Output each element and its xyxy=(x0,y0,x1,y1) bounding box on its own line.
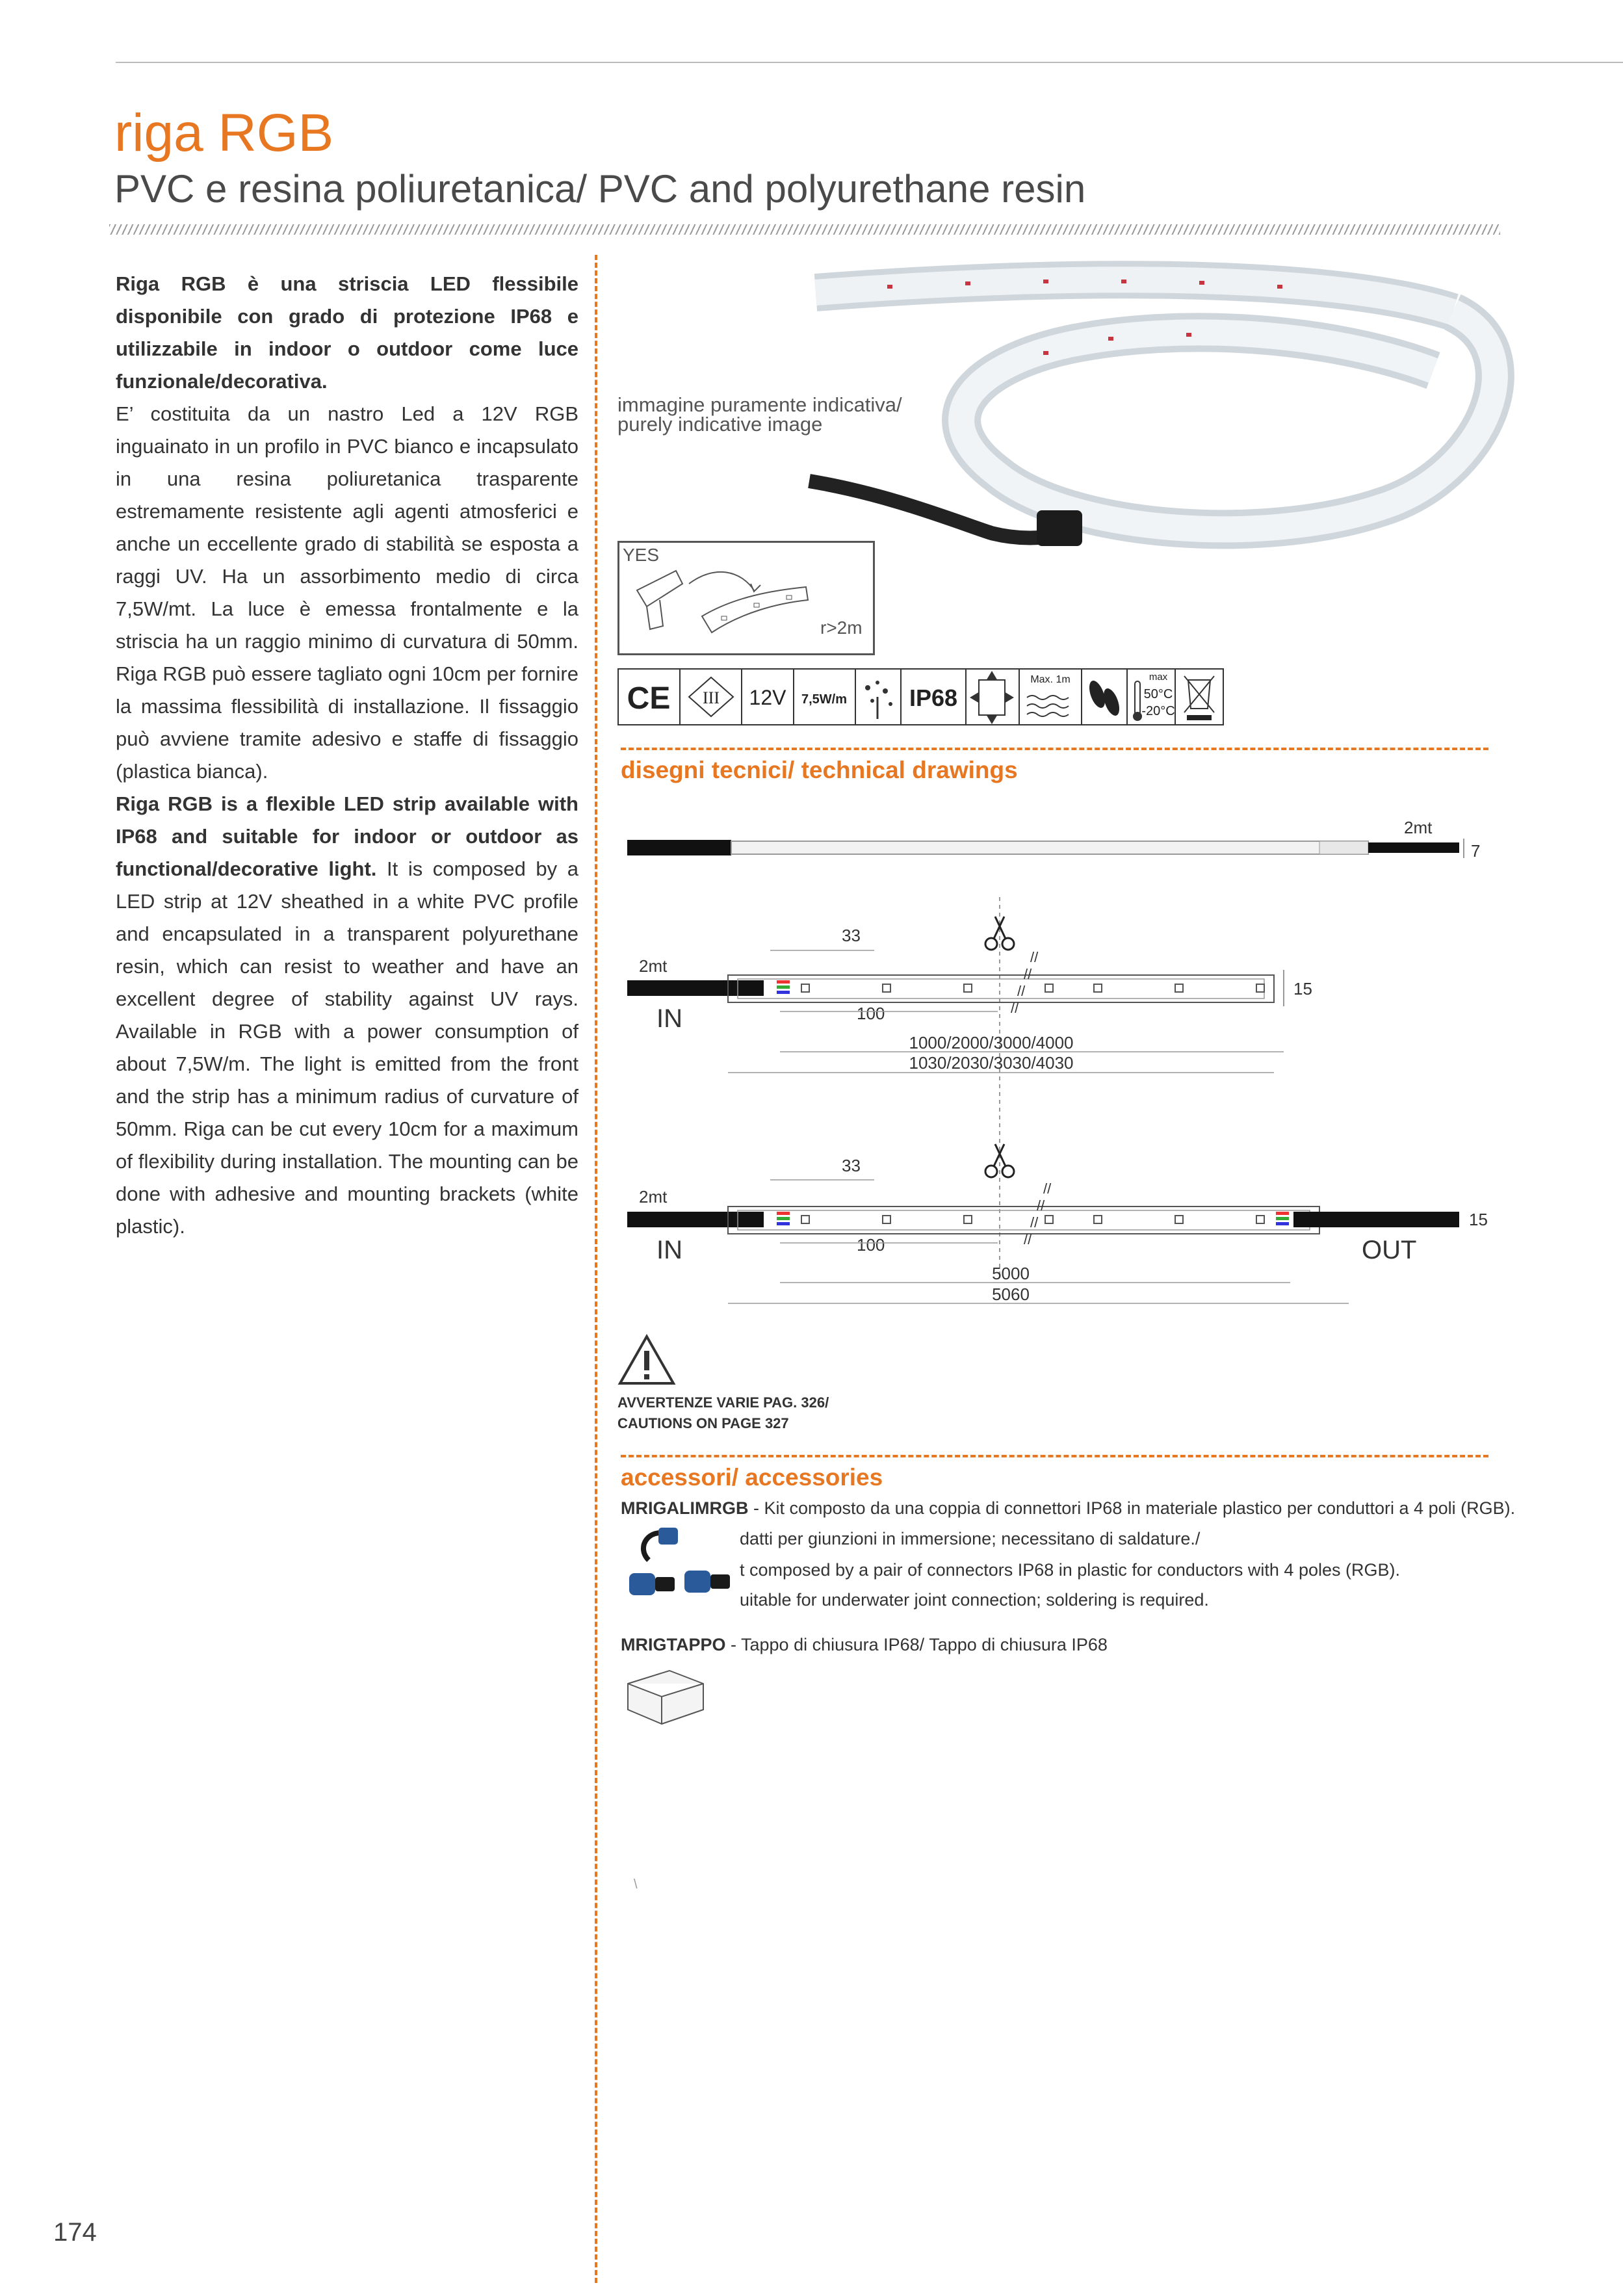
caution-note xyxy=(617,1392,829,1434)
d1-cut-interval: 100 xyxy=(857,1004,885,1023)
d2-pitch: 33 xyxy=(842,1156,861,1175)
d1-pitch: 33 xyxy=(842,926,861,945)
power-label: 7,5W/m xyxy=(801,692,848,707)
accessories-title: accessori/ accessories xyxy=(621,1464,883,1491)
d1-wires xyxy=(777,980,790,994)
accessories-rule xyxy=(621,1455,1488,1457)
description-italian-body: E’ costituita da un nastro Led a 12V RGB inguainato in un profilo in PVC bianco e incapsulato in una resina poliuretanica trasparente estremamente resistente agli agenti atmosferici e anche un eccellente grado di stabilità se esposta a raggi UV. Ha un assorbimento medio di circa 7,5W/mt. La luce è emessa frontalmente e la striscia ha un raggio minimo di curvatura di 50mm. Riga RGB può essere tagliato ogni 10cm per fornire la massima flessibilità di installazione. Il fissaggio può avviene tramite adesivo e staffe di fissaggio (plastica bianca). xyxy=(116,402,578,783)
d2-height: 15 xyxy=(1469,1210,1488,1229)
outdoor-icon xyxy=(865,681,892,719)
technical-drawings xyxy=(614,800,1488,1320)
d1-lengths: 1000/2000/3000/4000 xyxy=(909,1033,1074,1052)
accessory-desc-cap: - Tappo di chiusura IP68/ Tappo di chiusura IP68 xyxy=(725,1635,1108,1654)
description-english-intro: Riga RGB is a flexible LED strip available with IP68 and suitable for indoor or outdoor as functional/decorative light. xyxy=(116,792,578,880)
d1-total: 1030/2030/3030/4030 xyxy=(909,1053,1074,1073)
d2-cut-interval: 100 xyxy=(857,1235,885,1255)
bending-illustration xyxy=(624,551,819,649)
drawings-title: disegni tecnici/ technical drawings xyxy=(621,757,1018,783)
svg-text://: // xyxy=(1030,1214,1039,1231)
accessory-code-connector: MRIGALIMRGB xyxy=(621,1498,749,1518)
top-rule xyxy=(116,62,1623,63)
d1-leds xyxy=(801,984,1264,992)
stray-mark: \ xyxy=(634,1877,638,1892)
d1-cable-length: 2mt xyxy=(639,956,668,976)
svg-text://: // xyxy=(1037,1197,1045,1214)
temp-min: -20°C xyxy=(1141,704,1175,718)
ip-rating: IP68 xyxy=(909,685,958,711)
svg-text://: // xyxy=(1017,983,1026,999)
accessory-desc-connector-line4: uitable for underwater joint connection; soldering is required. xyxy=(740,1590,1209,1610)
temp-max-label: max xyxy=(1149,672,1168,683)
svg-text://: // xyxy=(1011,1000,1019,1016)
svg-text:III: III xyxy=(703,688,720,707)
drawings-rule xyxy=(621,748,1488,750)
description-italian-intro: Riga RGB è una striscia LED flessibile disponibile con grado di protezione IP68 e utilizzabile in indoor o outdoor come luce funzionale/decorativa. xyxy=(116,272,578,393)
bending-yes-label: YES xyxy=(623,545,660,565)
accessory-item-connector xyxy=(621,1498,1515,1519)
no-walk-icon xyxy=(1086,679,1123,718)
column-divider xyxy=(595,255,597,2283)
d2-wires xyxy=(777,1212,790,1225)
direction-icon xyxy=(971,672,1013,723)
weee-bin-icon xyxy=(1184,676,1214,712)
svg-text://: // xyxy=(1024,966,1032,982)
certification-icons xyxy=(617,668,1251,723)
photo-note-line2: purely indicative image xyxy=(617,413,823,436)
d2-total: 5060 xyxy=(992,1285,1030,1304)
accessory-desc-connector-line2: datti per giunzioni in immersione; necessitano di saldature./ xyxy=(740,1529,1201,1548)
water-icon xyxy=(1027,696,1069,716)
warning-icon xyxy=(617,1334,676,1386)
photo-note xyxy=(617,395,902,434)
page-title: riga RGB xyxy=(114,103,334,163)
caution-line2: CAUTIONS ON PAGE 327 xyxy=(617,1415,789,1431)
accessory-item-cap xyxy=(621,1635,1108,1655)
top-cable-length: 2mt xyxy=(1404,818,1433,837)
temp-max: 50°C xyxy=(1143,687,1173,701)
description-italian xyxy=(116,268,578,788)
d1-height: 15 xyxy=(1293,979,1312,998)
bending-radius: r>2m xyxy=(820,618,863,638)
top-profile-height: 7 xyxy=(1471,841,1481,861)
d2-in-label: IN xyxy=(656,1236,682,1264)
d2-out-wires xyxy=(1276,1212,1289,1225)
page-number: 174 xyxy=(53,2218,97,2247)
end-cap-image xyxy=(624,1664,708,1729)
photo-note-line1: immagine puramente indicativa/ xyxy=(617,393,902,416)
immersion-label: Max. 1m xyxy=(1030,674,1071,685)
caution-line1: AVVERTENZE VARIE PAG. 326/ xyxy=(617,1394,829,1411)
accessory-desc-connector-line3: t composed by a pair of connectors IP68 in plastic for conductors with 4 poles (RGB). xyxy=(740,1560,1400,1580)
cable-connector xyxy=(1037,510,1082,546)
d2-length: 5000 xyxy=(992,1264,1030,1283)
ce-mark: CE xyxy=(627,681,671,716)
connector-kit-image xyxy=(623,1521,740,1612)
svg-text://: // xyxy=(1043,1181,1052,1197)
accessory-code-cap: MRIGTAPPO xyxy=(621,1635,726,1654)
description-english xyxy=(116,788,578,1243)
d2-out-label: OUT xyxy=(1362,1236,1417,1264)
thermometer-icon xyxy=(1135,681,1140,715)
page-subtitle: PVC e resina poliuretanica/ PVC and polyurethane resin xyxy=(114,167,1086,211)
svg-text://: // xyxy=(1030,949,1039,965)
accessory-desc-connector: - Kit composto da una coppia di connettori IP68 in materiale plastico per conduttori a 4 poli (RGB). xyxy=(748,1498,1516,1518)
icon-strip xyxy=(617,668,1251,727)
voltage-label: 12V xyxy=(749,686,786,709)
d2-cable-length: 2mt xyxy=(639,1187,668,1207)
svg-text://: // xyxy=(1024,1231,1032,1247)
description-english-body: It is composed by a LED strip at 12V sheathed in a white PVC profile and encapsulated in a transparent polyurethane resin, which can resist to weather and have an excellent degree of stability against UV rays. Available in RGB with a power consumption of about 7,5W/m. The light is emitted from the front and the strip has a minimum radius of curvature of 50mm. Riga can be cut every 10cm for a maximum of flexibility during installation. The mounting can be done with adhesive and mounting brackets (white plastic). xyxy=(116,857,578,1238)
d1-in-label: IN xyxy=(656,1004,682,1033)
hatch-divider xyxy=(109,224,1500,235)
